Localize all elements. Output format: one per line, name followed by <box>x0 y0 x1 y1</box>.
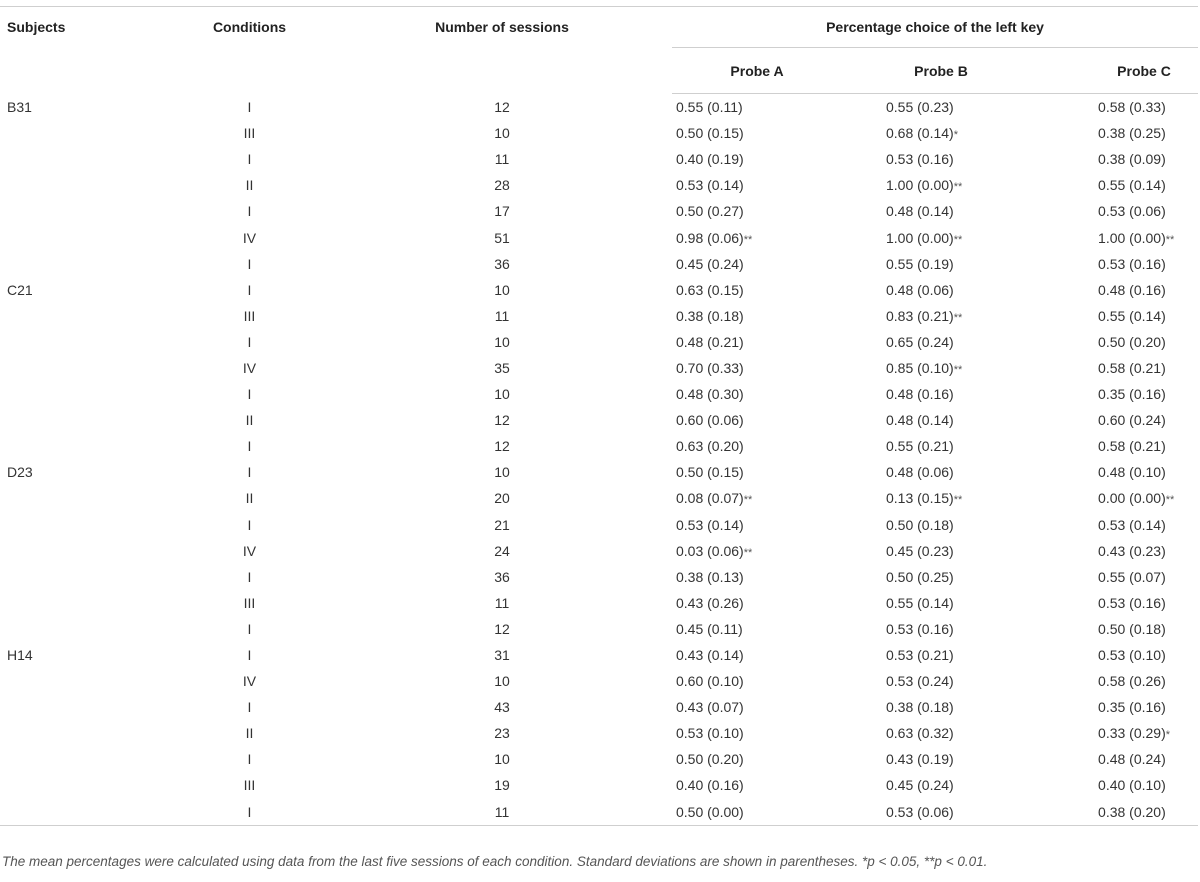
cell-sessions: 10 <box>494 125 510 142</box>
cell-probe-a: 0.63 (0.20) <box>676 438 744 455</box>
cell-sessions: 36 <box>494 568 510 585</box>
cell-condition: I <box>247 464 252 481</box>
cell-sessions: 11 <box>494 307 510 324</box>
table-row <box>0 512 1198 538</box>
cell-subject <box>0 355 167 381</box>
table-row <box>0 746 1198 772</box>
cell-probe-c: 0.43 (0.23) <box>1098 542 1166 559</box>
cell-probe-b: 1.00 (0.00)** <box>886 229 963 246</box>
table-row <box>0 381 1198 407</box>
cell-sessions: 20 <box>494 490 510 507</box>
cell-probe-c: 0.40 (0.10) <box>1098 777 1166 794</box>
cell-probe-b: 0.48 (0.14) <box>886 412 954 429</box>
cell-condition: I <box>247 438 252 455</box>
cell-probe-b: 0.43 (0.19) <box>886 751 954 768</box>
cell-probe-a: 0.50 (0.20) <box>676 751 744 768</box>
table-row <box>0 329 1198 355</box>
cell-condition: II <box>245 725 254 742</box>
cell-sessions: 31 <box>494 647 510 664</box>
cell-probe-a: 0.08 (0.07)** <box>676 490 753 507</box>
cell-subject <box>0 251 167 277</box>
table-row <box>0 485 1198 511</box>
cell-probe-c: 0.53 (0.16) <box>1098 594 1166 611</box>
cell-subject <box>0 172 167 198</box>
cell-probe-b: 0.50 (0.18) <box>886 516 954 533</box>
cell-subject <box>0 485 167 511</box>
cell-subject <box>0 407 167 433</box>
cell-probe-a: 0.53 (0.14) <box>676 177 744 194</box>
table-row <box>0 772 1198 798</box>
cell-probe-c: 0.48 (0.24) <box>1098 751 1166 768</box>
cell-probe-a: 0.60 (0.06) <box>676 412 744 429</box>
cell-probe-b: 0.85 (0.10)** <box>886 359 963 376</box>
cell-sessions: 10 <box>494 333 510 350</box>
cell-probe-b: 0.38 (0.18) <box>886 699 954 716</box>
cell-sessions: 28 <box>494 177 510 194</box>
cell-probe-c: 0.33 (0.29)* <box>1098 725 1171 742</box>
table-header <box>0 7 1198 94</box>
cell-probe-a: 0.53 (0.10) <box>676 725 744 742</box>
cell-sessions: 12 <box>494 620 510 637</box>
cell-condition: I <box>247 255 252 272</box>
cell-probe-a: 0.40 (0.19) <box>676 151 744 168</box>
cell-probe-a: 0.50 (0.00) <box>672 799 842 826</box>
table-row <box>0 538 1198 564</box>
table-row <box>0 564 1198 590</box>
cell-probe-a: 0.70 (0.33) <box>676 359 744 376</box>
cell-probe-c: 0.60 (0.24) <box>1098 412 1166 429</box>
cell-condition: IV <box>242 229 257 246</box>
cell-sessions: 11 <box>332 799 672 826</box>
cell-condition: II <box>245 490 254 507</box>
table-footnote: The mean percentages were calculated using data from the last five sessions of each condition. Standard deviations are shown in parentheses. *p < 0.05, **p < 0.01. <box>2 854 988 869</box>
cell-sessions: 17 <box>494 203 510 220</box>
cell-sessions: 12 <box>494 438 510 455</box>
significance-mark: ** <box>743 494 753 507</box>
cell-subject <box>0 538 167 564</box>
cell-sessions: 43 <box>494 699 510 716</box>
cell-sessions: 10 <box>494 673 510 690</box>
cell-probe-c: 0.58 (0.21) <box>1098 359 1166 376</box>
cell-subject <box>0 772 167 798</box>
table-row <box>0 799 1198 826</box>
table-row <box>0 303 1198 329</box>
cell-probe-b: 0.55 (0.21) <box>886 438 954 455</box>
cell-probe-c: 0.53 (0.06) <box>1098 203 1166 220</box>
cell-subject <box>0 198 167 224</box>
table-row <box>0 277 1198 303</box>
cell-subject <box>0 512 167 538</box>
cell-probe-c: 0.58 (0.33) <box>1098 99 1166 116</box>
cell-subject <box>0 146 167 172</box>
table-row <box>0 720 1198 746</box>
cell-probe-c: 0.38 (0.20) <box>1020 799 1198 826</box>
cell-probe-b: 0.53 (0.21) <box>886 647 954 664</box>
cell-probe-c: 0.55 (0.07) <box>1098 568 1166 585</box>
cell-probe-b: 0.48 (0.14) <box>886 203 954 220</box>
cell-probe-a: 0.98 (0.06)** <box>676 229 753 246</box>
cell-sessions: 10 <box>494 281 510 298</box>
cell-subject <box>0 720 167 746</box>
cell-condition: III <box>243 125 256 142</box>
cell-probe-a: 0.50 (0.15) <box>676 125 744 142</box>
cell-condition: I <box>247 568 252 585</box>
cell-probe-b: 0.48 (0.06) <box>886 464 954 481</box>
cell-probe-a: 0.45 (0.24) <box>676 255 744 272</box>
table-row <box>0 146 1198 172</box>
cell-probe-c: 0.55 (0.14) <box>1098 307 1166 324</box>
cell-sessions: 23 <box>494 725 510 742</box>
cell-probe-c: 0.50 (0.18) <box>1098 620 1166 637</box>
cell-probe-b: 0.63 (0.32) <box>886 725 954 742</box>
cell-sessions: 12 <box>494 412 510 429</box>
significance-mark: ** <box>743 233 753 246</box>
cell-probe-c: 0.53 (0.10) <box>1098 647 1166 664</box>
significance-mark: ** <box>953 181 963 194</box>
significance-mark: * <box>1165 729 1171 742</box>
cell-condition: I <box>247 647 252 664</box>
cell-subject: D23 <box>7 464 33 481</box>
cell-probe-b: 0.55 (0.14) <box>886 594 954 611</box>
cell-probe-a: 0.63 (0.15) <box>676 281 744 298</box>
cell-condition: III <box>243 594 256 611</box>
cell-probe-c: 0.53 (0.16) <box>1098 255 1166 272</box>
table-row <box>0 590 1198 616</box>
table-row <box>0 642 1198 668</box>
header-probe-a: Probe A <box>672 48 842 94</box>
cell-probe-b: 0.65 (0.24) <box>886 333 954 350</box>
cell-condition: III <box>243 777 256 794</box>
header-probe-c: Probe C <box>1020 48 1198 94</box>
table-row <box>0 459 1198 485</box>
cell-condition: IV <box>242 359 257 376</box>
cell-subject: B31 <box>7 98 32 115</box>
cell-sessions: 24 <box>494 542 510 559</box>
cell-probe-a: 0.43 (0.14) <box>676 647 744 664</box>
table-row <box>0 94 1198 121</box>
cell-sessions: 51 <box>494 229 510 246</box>
cell-subject <box>0 799 167 826</box>
table-row <box>0 224 1198 250</box>
cell-condition: II <box>245 177 254 194</box>
cell-probe-a: 0.03 (0.06)** <box>676 542 753 559</box>
header-percentage: Percentage choice of the left key <box>672 7 1198 48</box>
significance-mark: ** <box>953 311 963 324</box>
cell-subject <box>0 668 167 694</box>
cell-probe-a: 0.43 (0.07) <box>676 699 744 716</box>
table-row <box>0 251 1198 277</box>
table-row <box>0 407 1198 433</box>
table-row <box>0 120 1198 146</box>
cell-sessions: 12 <box>494 98 510 115</box>
cell-probe-a: 0.40 (0.16) <box>676 777 744 794</box>
cell-condition: I <box>247 620 252 637</box>
cell-probe-a: 0.50 (0.15) <box>676 464 744 481</box>
cell-sessions: 19 <box>494 777 510 794</box>
cell-subject <box>0 433 167 459</box>
header-sessions: Number of sessions <box>435 19 569 35</box>
cell-condition: I <box>167 799 332 826</box>
header-conditions: Conditions <box>212 19 287 35</box>
cell-probe-b: 0.55 (0.19) <box>886 255 954 272</box>
cell-probe-a: 0.60 (0.10) <box>676 673 744 690</box>
cell-subject <box>0 224 167 250</box>
table-row <box>0 172 1198 198</box>
table-row <box>0 433 1198 459</box>
significance-mark: ** <box>1165 494 1175 507</box>
cell-probe-b: 0.45 (0.23) <box>886 542 954 559</box>
cell-subject <box>0 616 167 642</box>
table-row <box>0 694 1198 720</box>
cell-probe-b: 0.45 (0.24) <box>886 777 954 794</box>
cell-probe-c: 0.53 (0.14) <box>1098 516 1166 533</box>
cell-condition: I <box>247 98 252 115</box>
cell-probe-a: 0.38 (0.13) <box>676 568 744 585</box>
cell-sessions: 35 <box>494 359 510 376</box>
cell-probe-a: 0.55 (0.11) <box>676 99 743 116</box>
cell-probe-c: 0.00 (0.00)** <box>1098 490 1175 507</box>
cell-sessions: 11 <box>494 594 510 611</box>
cell-probe-b: 1.00 (0.00)** <box>886 177 963 194</box>
table-row <box>0 616 1198 642</box>
cell-probe-c: 0.48 (0.10) <box>1098 464 1166 481</box>
significance-mark: ** <box>743 546 753 559</box>
cell-probe-b: 0.68 (0.14)* <box>886 125 958 142</box>
cell-sessions: 11 <box>494 151 510 168</box>
cell-probe-b: 0.53 (0.06) <box>842 799 1020 826</box>
results-table <box>0 6 1198 826</box>
cell-sessions: 36 <box>494 255 510 272</box>
cell-condition: III <box>243 307 256 324</box>
cell-probe-a: 0.50 (0.27) <box>676 203 744 220</box>
cell-sessions: 10 <box>494 386 510 403</box>
cell-probe-c: 0.58 (0.21) <box>1098 438 1166 455</box>
cell-probe-b: 0.13 (0.15)** <box>886 490 963 507</box>
cell-subject <box>0 694 167 720</box>
cell-condition: I <box>247 333 252 350</box>
cell-sessions: 10 <box>494 751 510 768</box>
cell-probe-a: 0.48 (0.30) <box>676 386 744 403</box>
cell-probe-b: 0.53 (0.16) <box>886 151 954 168</box>
cell-sessions: 10 <box>494 464 510 481</box>
cell-condition: IV <box>242 542 257 559</box>
cell-condition: I <box>247 203 252 220</box>
cell-probe-c: 0.35 (0.16) <box>1098 386 1166 403</box>
cell-condition: II <box>245 412 254 429</box>
cell-probe-b: 0.50 (0.25) <box>886 568 954 585</box>
cell-condition: I <box>247 281 252 298</box>
cell-probe-c: 0.38 (0.25) <box>1098 125 1166 142</box>
cell-probe-b: 0.48 (0.06) <box>886 281 954 298</box>
cell-probe-a: 0.43 (0.26) <box>676 594 744 611</box>
cell-subject: H14 <box>7 647 33 664</box>
cell-subject <box>0 590 167 616</box>
significance-mark: ** <box>1165 233 1175 246</box>
table-row <box>0 668 1198 694</box>
cell-probe-a: 0.38 (0.18) <box>676 307 744 324</box>
cell-sessions: 21 <box>494 516 510 533</box>
significance-mark: ** <box>953 363 963 376</box>
cell-probe-a: 0.48 (0.21) <box>676 333 744 350</box>
cell-probe-c: 0.55 (0.14) <box>1098 177 1166 194</box>
cell-subject <box>0 120 167 146</box>
cell-subject <box>0 381 167 407</box>
significance-mark: * <box>953 129 958 142</box>
table-row <box>0 198 1198 224</box>
cell-condition: I <box>247 516 252 533</box>
cell-probe-a: 0.45 (0.11) <box>676 620 743 637</box>
cell-probe-b: 0.83 (0.21)** <box>886 307 963 324</box>
cell-probe-c: 0.58 (0.26) <box>1098 673 1166 690</box>
cell-probe-b: 0.55 (0.23) <box>886 99 954 116</box>
cell-probe-b: 0.53 (0.16) <box>886 620 954 637</box>
cell-probe-a: 0.53 (0.14) <box>676 516 744 533</box>
cell-probe-b: 0.48 (0.16) <box>886 386 954 403</box>
cell-probe-c: 0.50 (0.20) <box>1098 333 1166 350</box>
header-probe-b: Probe B <box>842 48 1020 94</box>
cell-subject <box>0 329 167 355</box>
table-row <box>0 355 1198 381</box>
significance-mark: ** <box>953 494 963 507</box>
cell-subject <box>0 564 167 590</box>
cell-probe-c: 1.00 (0.00)** <box>1098 229 1175 246</box>
cell-condition: I <box>247 386 252 403</box>
cell-condition: I <box>247 151 252 168</box>
cell-condition: I <box>247 699 252 716</box>
cell-subject <box>0 303 167 329</box>
cell-condition: I <box>247 751 252 768</box>
cell-probe-c: 0.38 (0.09) <box>1098 151 1166 168</box>
cell-subject: C21 <box>7 281 33 298</box>
cell-subject <box>0 746 167 772</box>
cell-probe-b: 0.53 (0.24) <box>886 673 954 690</box>
cell-probe-c: 0.35 (0.16) <box>1098 699 1166 716</box>
header-subjects: Subjects <box>7 19 66 35</box>
cell-condition: IV <box>242 673 257 690</box>
significance-mark: ** <box>953 233 963 246</box>
table-body <box>0 94 1198 826</box>
cell-probe-c: 0.48 (0.16) <box>1098 281 1166 298</box>
